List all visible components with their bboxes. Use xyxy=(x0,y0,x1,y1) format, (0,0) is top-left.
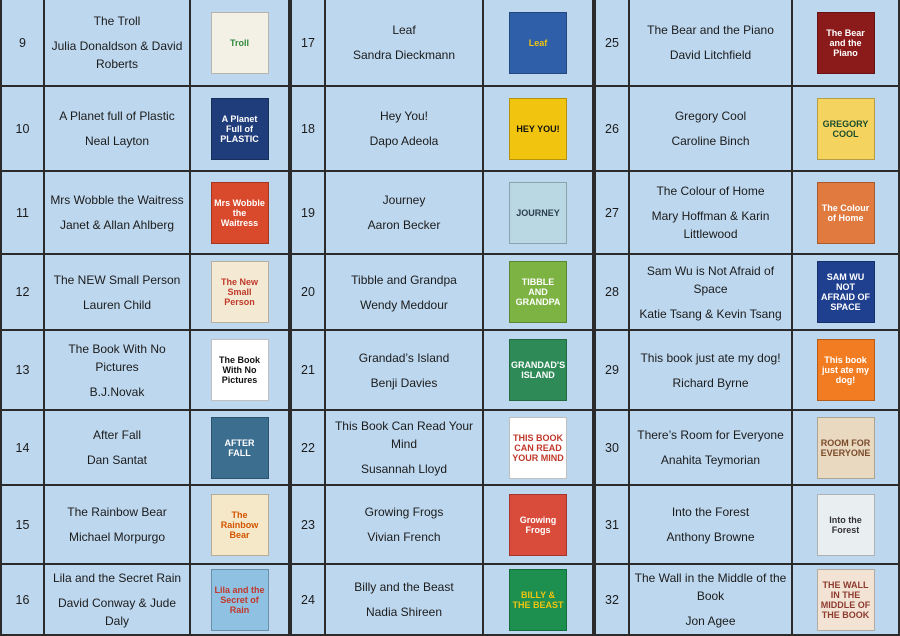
book-cover-cell xyxy=(793,565,900,636)
book-title: Mrs Wobble the Waitress xyxy=(50,193,184,207)
book-author: Caroline Binch xyxy=(671,134,750,148)
book-cover-text: HEY YOU! xyxy=(516,123,560,134)
book-details xyxy=(326,172,484,255)
book-author: Janet & Allan Ahlberg xyxy=(59,218,175,232)
book-cover-text: This book just ate my dog! xyxy=(821,355,870,385)
book-author: Mary Hoffman & Karin Littlewood xyxy=(651,209,770,241)
book-title: Leaf xyxy=(392,23,416,37)
book-author: Neal Layton xyxy=(84,134,150,148)
book-cover-cell xyxy=(793,486,900,565)
book-details xyxy=(45,172,191,255)
book-title: The Troll xyxy=(93,14,141,28)
book-author: Katie Tsang & Kevin Tsang xyxy=(639,306,782,321)
book-author: Richard Byrne xyxy=(672,375,749,390)
book-details xyxy=(630,0,793,87)
book-author: Michael Morpurgo xyxy=(68,530,166,544)
book-row xyxy=(0,172,290,255)
book-title: There’s Room for Everyone xyxy=(637,428,784,442)
book-number: 16 xyxy=(0,565,45,636)
book-title: The Colour of Home xyxy=(656,184,765,198)
book-title: The Bear and the Piano xyxy=(647,23,774,37)
book-details xyxy=(326,331,484,411)
book-cover-text: AFTER FALL xyxy=(224,437,255,458)
book-cover-text: Troll xyxy=(229,37,249,48)
book-row xyxy=(594,565,900,636)
book-cover-cell xyxy=(793,255,900,331)
book-title: Grandad’s Island xyxy=(358,350,450,365)
ate-dog-cover-icon xyxy=(817,339,875,401)
book-cover-text: THIS BOOK CAN READ YOUR MIND xyxy=(512,432,564,463)
book-title: The NEW Small Person xyxy=(53,272,181,287)
book-row xyxy=(290,411,594,486)
book-cover-text: A Planet Full of PLASTIC xyxy=(220,113,259,144)
book-row xyxy=(290,0,594,87)
book-author: Anthony Browne xyxy=(666,530,755,544)
book-row xyxy=(0,0,290,87)
book-cover-cell xyxy=(484,565,594,636)
forest-cover-icon xyxy=(817,494,875,556)
book-cover-cell xyxy=(191,411,290,486)
beast-cover-icon xyxy=(509,569,567,631)
book-row xyxy=(594,331,900,411)
book-number: 29 xyxy=(594,331,630,411)
book-row xyxy=(594,0,900,87)
hey-you-cover-icon xyxy=(509,98,567,160)
book-row xyxy=(0,486,290,565)
book-row xyxy=(594,486,900,565)
book-cover-text: THE WALL IN THE MIDDLE OF THE BOOK xyxy=(820,579,871,620)
book-number: 28 xyxy=(594,255,630,331)
book-author: David Conway & Jude Daly xyxy=(57,596,177,628)
book-cover-cell xyxy=(191,486,290,565)
book-title: Journey xyxy=(382,193,426,207)
room-cover-icon xyxy=(817,417,875,479)
sam-wu-cover-icon xyxy=(817,261,875,323)
book-author: Nadia Shireen xyxy=(365,605,443,619)
book-title: Billy and the Beast xyxy=(354,580,454,594)
book-cover-text: GRANDAD'S ISLAND xyxy=(510,360,566,380)
book-row xyxy=(290,255,594,331)
book-details xyxy=(630,87,793,172)
book-cover-cell xyxy=(484,331,594,411)
book-row xyxy=(594,255,900,331)
book-title: After Fall xyxy=(92,428,141,442)
book-details xyxy=(630,565,793,636)
rainbow-bear-cover-icon xyxy=(211,494,269,556)
book-author: Aaron Becker xyxy=(367,218,441,232)
book-number: 24 xyxy=(290,565,326,636)
wall-cover-icon xyxy=(817,569,875,631)
waitress-cover-icon xyxy=(211,182,269,244)
read-mind-cover-icon xyxy=(509,417,567,479)
book-number: 18 xyxy=(290,87,326,172)
book-details xyxy=(326,0,484,87)
book-row xyxy=(290,331,594,411)
book-row xyxy=(0,565,290,636)
book-cover-cell xyxy=(191,172,290,255)
book-author: Lauren Child xyxy=(82,297,152,312)
book-cover-cell xyxy=(793,87,900,172)
book-details xyxy=(326,411,484,486)
book-number: 14 xyxy=(0,411,45,486)
grandads-island-cover-icon xyxy=(509,339,567,401)
book-cover-text: Into the Forest xyxy=(829,514,862,535)
book-number: 15 xyxy=(0,486,45,565)
book-row xyxy=(594,411,900,486)
book-number: 25 xyxy=(594,0,630,87)
book-cover-text: BILLY & THE BEAST xyxy=(512,589,564,610)
book-cover-text: TIBBLE AND GRANDPA xyxy=(515,277,561,307)
book-cover-cell xyxy=(191,255,290,331)
book-details xyxy=(45,87,191,172)
book-title: The Wall in the Middle of the Book xyxy=(634,571,787,603)
lila-cover-icon xyxy=(211,569,269,631)
book-cover-text: The Colour of Home xyxy=(821,202,870,223)
book-cover-text: The New Small Person xyxy=(220,277,258,307)
book-cover-text: JOURNEY xyxy=(516,207,560,218)
book-cover-cell xyxy=(484,172,594,255)
book-row xyxy=(290,87,594,172)
book-cover-text: SAM WU NOT AFRAID OF SPACE xyxy=(821,272,870,312)
book-cover-text: Growing Frogs xyxy=(519,514,557,535)
book-cover-cell xyxy=(484,411,594,486)
book-details xyxy=(630,255,793,331)
book-row xyxy=(0,331,290,411)
book-number: 26 xyxy=(594,87,630,172)
book-title: The Rainbow Bear xyxy=(67,505,167,519)
book-cover-cell xyxy=(191,331,290,411)
book-details xyxy=(630,411,793,486)
book-author: Vivian French xyxy=(367,530,441,544)
book-cover-text: The Book With No Pictures xyxy=(218,355,260,385)
book-number: 20 xyxy=(290,255,326,331)
frogs-cover-icon xyxy=(509,494,567,556)
book-cover-cell xyxy=(191,0,290,87)
book-title: Into the Forest xyxy=(671,505,750,519)
book-row xyxy=(594,87,900,172)
book-details xyxy=(630,172,793,255)
book-cover-cell xyxy=(191,87,290,172)
book-cover-cell xyxy=(793,172,900,255)
after-fall-cover-icon xyxy=(211,417,269,479)
book-details xyxy=(45,0,191,87)
book-cover-text: ROOM FOR EVERYONE xyxy=(820,437,871,458)
book-cover-cell xyxy=(793,411,900,486)
book-title: This Book Can Read Your Mind xyxy=(334,419,474,451)
book-details xyxy=(45,565,191,636)
book-cover-text: The Rainbow Bear xyxy=(220,509,259,540)
book-cover-cell xyxy=(484,486,594,565)
book-cover-text: The Bear and the Piano xyxy=(826,27,865,58)
book-cover-text: Mrs Wobble the Waitress xyxy=(214,197,265,228)
book-number: 13 xyxy=(0,331,45,411)
book-row xyxy=(0,411,290,486)
book-details xyxy=(630,486,793,565)
book-row xyxy=(290,486,594,565)
book-details xyxy=(45,255,191,331)
leaf-cover-icon xyxy=(509,12,567,74)
book-number: 19 xyxy=(290,172,326,255)
troll-cover-icon xyxy=(211,12,269,74)
book-number: 22 xyxy=(290,411,326,486)
book-author: Sandra Dieckmann xyxy=(352,48,456,62)
book-details xyxy=(630,331,793,411)
book-details xyxy=(326,565,484,636)
book-details xyxy=(326,87,484,172)
book-row xyxy=(0,87,290,172)
book-cover-cell xyxy=(793,0,900,87)
book-number: 30 xyxy=(594,411,630,486)
book-row xyxy=(290,565,594,636)
book-title: The Book With No Pictures xyxy=(68,341,166,374)
book-number: 27 xyxy=(594,172,630,255)
book-author: Dapo Adeola xyxy=(369,134,439,148)
colour-home-cover-icon xyxy=(817,182,875,244)
book-row xyxy=(594,172,900,255)
book-details xyxy=(326,486,484,565)
book-details xyxy=(45,331,191,411)
book-number: 17 xyxy=(290,0,326,87)
no-pictures-cover-icon xyxy=(211,339,269,401)
book-details xyxy=(45,486,191,565)
small-person-cover-icon xyxy=(211,261,269,323)
book-author: Julia Donaldson & David Roberts xyxy=(51,39,183,71)
book-number: 9 xyxy=(0,0,45,87)
book-title: This book just ate my dog! xyxy=(640,350,781,365)
book-author: David Litchfield xyxy=(669,48,752,62)
book-details xyxy=(326,255,484,331)
book-author: Anahita Teymorian xyxy=(660,453,761,467)
book-cover-cell xyxy=(484,87,594,172)
book-number: 32 xyxy=(594,565,630,636)
book-row xyxy=(290,172,594,255)
book-cover-cell xyxy=(793,331,900,411)
book-number: 23 xyxy=(290,486,326,565)
book-row xyxy=(0,255,290,331)
book-number: 21 xyxy=(290,331,326,411)
bear-piano-cover-icon xyxy=(817,12,875,74)
book-author: Jon Agee xyxy=(685,614,736,628)
book-number: 10 xyxy=(0,87,45,172)
book-number: 11 xyxy=(0,172,45,255)
plastic-cover-icon xyxy=(211,98,269,160)
book-number: 31 xyxy=(594,486,630,565)
book-title: Growing Frogs xyxy=(364,505,444,519)
book-cover-cell xyxy=(484,255,594,331)
book-title: Hey You! xyxy=(379,109,429,123)
book-title: Tibble and Grandpa xyxy=(351,272,457,287)
book-title: Gregory Cool xyxy=(674,109,747,123)
book-details xyxy=(45,411,191,486)
book-title: Lila and the Secret Rain xyxy=(52,571,182,585)
book-author: Dan Santat xyxy=(86,453,148,467)
book-author: Susannah Lloyd xyxy=(360,462,448,476)
book-title: A Planet full of Plastic xyxy=(59,109,175,123)
book-cover-cell xyxy=(191,565,290,636)
book-cover-text: Lila and the Secret of Rain xyxy=(214,584,265,615)
book-cover-cell xyxy=(484,0,594,87)
book-title: Sam Wu is Not Afraid of Space xyxy=(646,263,775,296)
gregory-cover-icon xyxy=(817,98,875,160)
book-cover-text: Leaf xyxy=(528,37,548,48)
book-author: Benji Davies xyxy=(370,375,438,390)
book-author: B.J.Novak xyxy=(89,384,145,399)
book-cover-text: GREGORY COOL xyxy=(822,118,869,139)
book-author: Wendy Meddour xyxy=(360,297,448,312)
tibble-cover-icon xyxy=(509,261,567,323)
journey-cover-icon xyxy=(509,182,567,244)
book-number: 12 xyxy=(0,255,45,331)
